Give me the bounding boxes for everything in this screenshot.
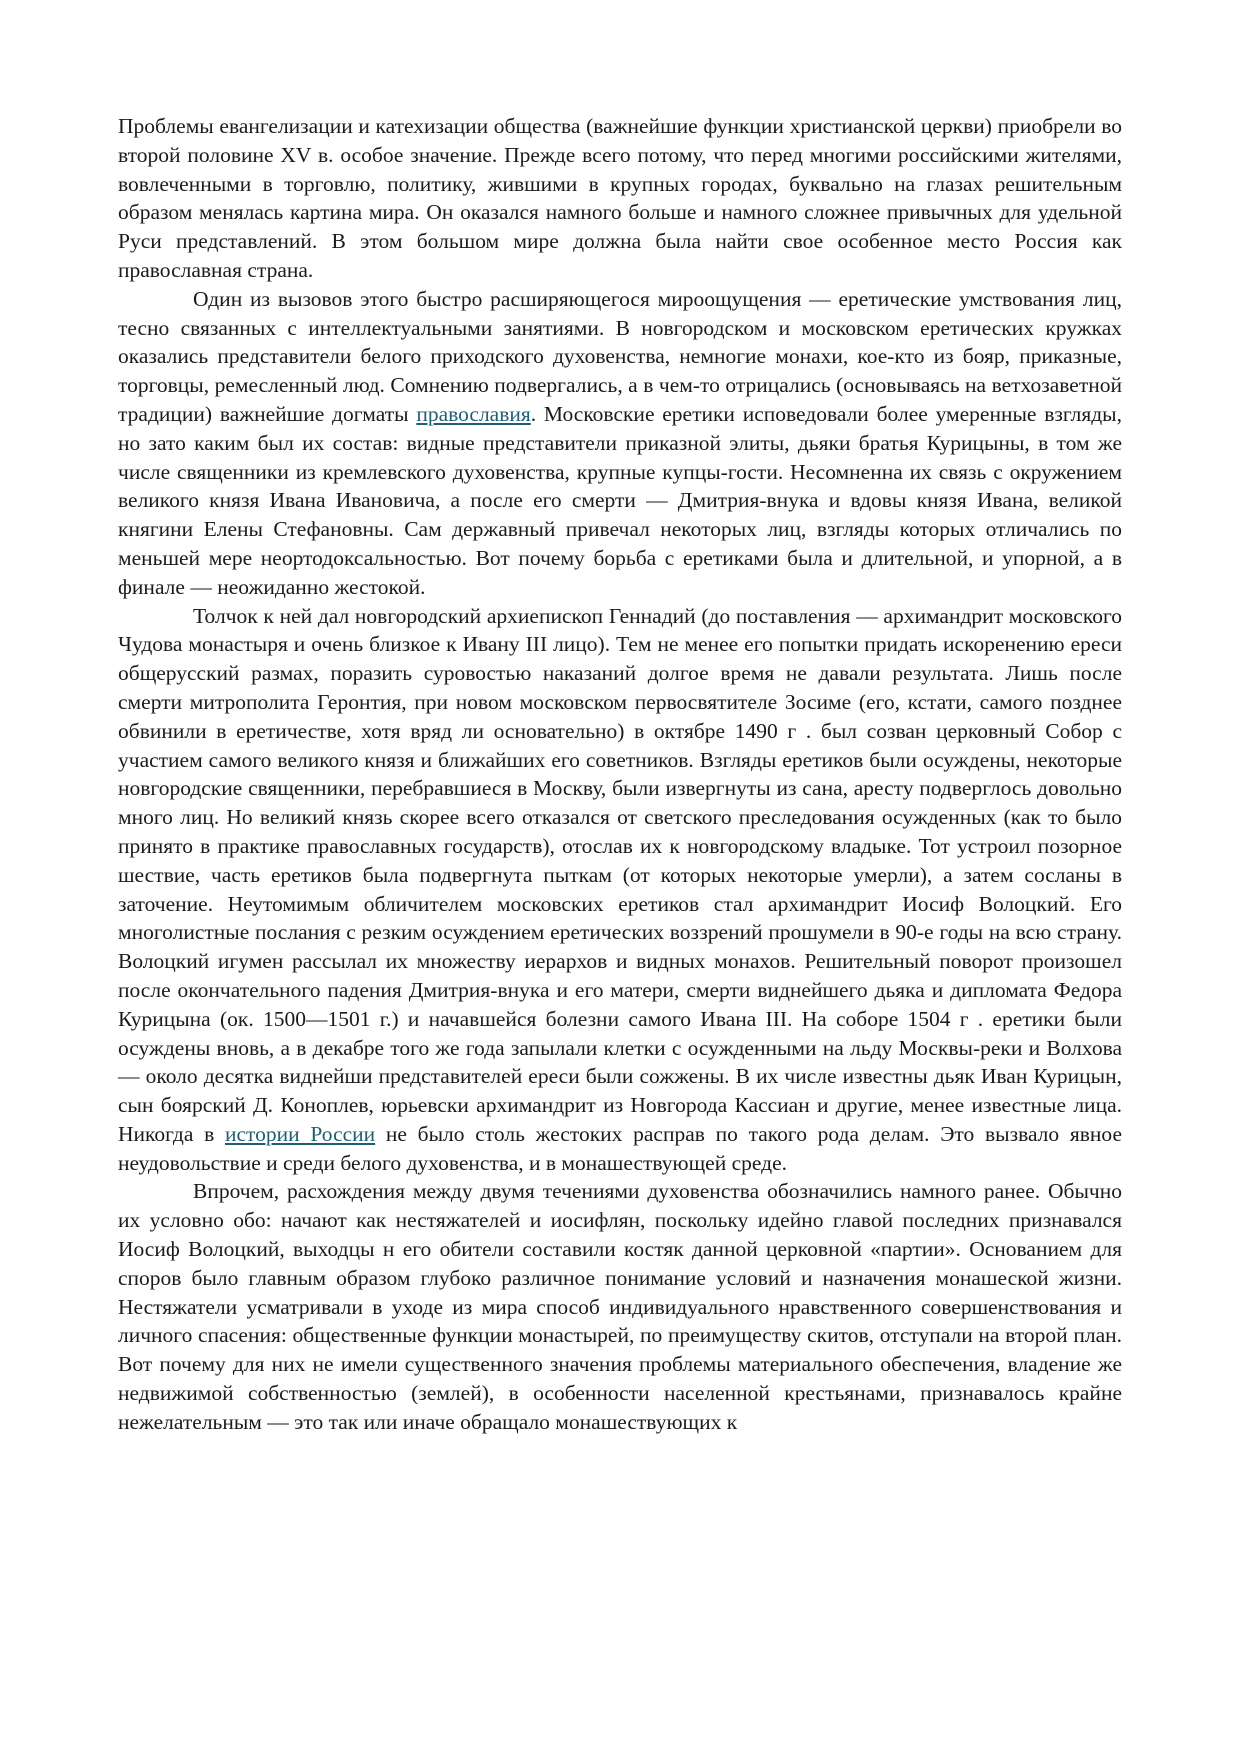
paragraph-text: не было столь жестоких расправ по такого рода делам. Это вызвало явное неудовольствие и среди белого духовенства, и в монашествующей среде. [118,1121,1122,1175]
paragraph-text: Один из вызовов этого быстро расширяющегося мироощущения — еретические умствования лиц, тесно связанных с интеллектуальными занятиями. В новгородском и московском еретических кружках оказались представители белого приходского духовенства, немногие монахи, кое-кто из бояр, приказные, торговцы, ремесленный люд. Сомнению подвергались, а в чем-то отрицались (основываясь на ветхозаветной традиции) важнейшие догматы [118,286,1122,426]
link-pravoslavie[interactable]: православия [416,401,531,426]
paragraph-intro [118,112,1122,285]
paragraph-text: Толчок к ней дал новгородский архиепископ Геннадий (до поставления — архимандрит московского Чудова монастыря и очень близкое к Ивану III лицо). Тем не менее его попытки придать искоренению ереси общерусский размах, поразить суровостью наказаний долгое время не давали результата. Лишь после смерти митрополита Геронтия, при новом московском первосвятителе Зосиме (его, кстати, самого позднее обвинили в еретичестве, хотя вряд ли основательно) в октябре 1490 г . был созван церковный Собор с участием самого великого князя и ближайших его советников. Взгляды еретиков были осуждены, некоторые новгородские священники, перебравшиеся в Москву, были извергнуты из сана, аресту подверглось довольно много лиц. Но великий князь скорее всего отказался от светского преследования осужденных (как то было принято в практике православных государств), отослав их к новгородскому владыке. Тот устроил позорное шествие, часть еретиков была подвергнута пыткам (от которых некоторые умерли), а затем сосланы в заточение. Неутомимым обличителем московских еретиков стал архимандрит Иосиф Волоцкий. Его многолистные послания с резким осуждением еретических воззрений прошумели в 90-е годы на всю страну. Волоцкий игумен рассылал их множеству иерархов и видных монахов. Решительный поворот произошел после окончательного падения Дмитрия-внука и его матери, смерти виднейшего дьяка и дипломата Федора Курицына (ок. 1500—1501 г.) и начавшейся болезни самого Ивана III. На соборе 1504 г . еретики были осуждены вновь, а в декабре того же года запылали клетки с осужденными на льду Москвы-реки и Волхова — около десятка виднейши представителей ереси были сожжены. В их числе известны дьяк Иван Курицын, сын боярский Д. Коноплев, юрьевски архимандрит из Новгорода Кассиан и другие, менее известные лица. Никогда в [118,603,1122,1146]
paragraph-text: Впрочем, расхождения между двумя течениями духовенства обозначились намного ранее. Обычно их условно обо: начают как нестяжателей и иосифлян, поскольку идейно главой последних признавался Иосиф Волоцкий, выходцы н его обители составили костяк данной церковной «партии». Основанием для споров было главным образом глубоко различное понимание условий и назначения монашеской жизни. Нестяжатели усматривали в уходе из мира способ индивидуального нравственного совершенствования и личного спасения: общественные функции монастырей, по преимуществу скитов, отступали на второй план. Вот почему для них не имели существенного значения проблемы материального обеспечения, владение же недвижимой собственностью (землей), в особенности населенной крестьянами, признавалось крайне нежелательным — это так или иначе обращало монашествующих к [118,1179,1122,1434]
paragraph-gennadiy [118,602,1122,1178]
paragraph-text: . Московские еретики исповедовали более умеренные взгляды, но зато каким был их состав: видные представители приказной элиты, дьяки братья Курицыны, в том же числе священники из кремлевского духовенства, крупные купцы-гости. Несомненна их связь с окружением великого князя Ивана Ивановича, а после его смерти — Дмитрия-внука и вдовы князя Ивана, великой княгини Елены Стефановны. Сам державный привечал некоторых лиц, взгляды которых отличались по меньшей мере неортодоксальностью. Вот почему борьба с еретиками была и длительной, и упорной, а в финале — неожиданно жестокой. [118,401,1122,599]
document-page [118,112,1122,1437]
paragraph-text: Проблемы евангелизации и катехизации общества (важнейшие функции христианской церкви) приобрели во второй половине XV в. особое значение. Прежде всего потому, что перед многими российскими жителями, вовлеченными в торговлю, политику, жившими в крупных городах, буквально на глазах решительным образом менялась картина мира. Он оказался намного больше и намного сложнее привычных для удельной Руси представлений. В этом большом мире должна была найти свое особенное место Россия как православная страна. [118,114,1122,282]
paragraph-nonpossessors [118,1177,1122,1436]
paragraph-heresy [118,285,1122,602]
link-history-of-russia[interactable]: истории России [224,1121,376,1146]
